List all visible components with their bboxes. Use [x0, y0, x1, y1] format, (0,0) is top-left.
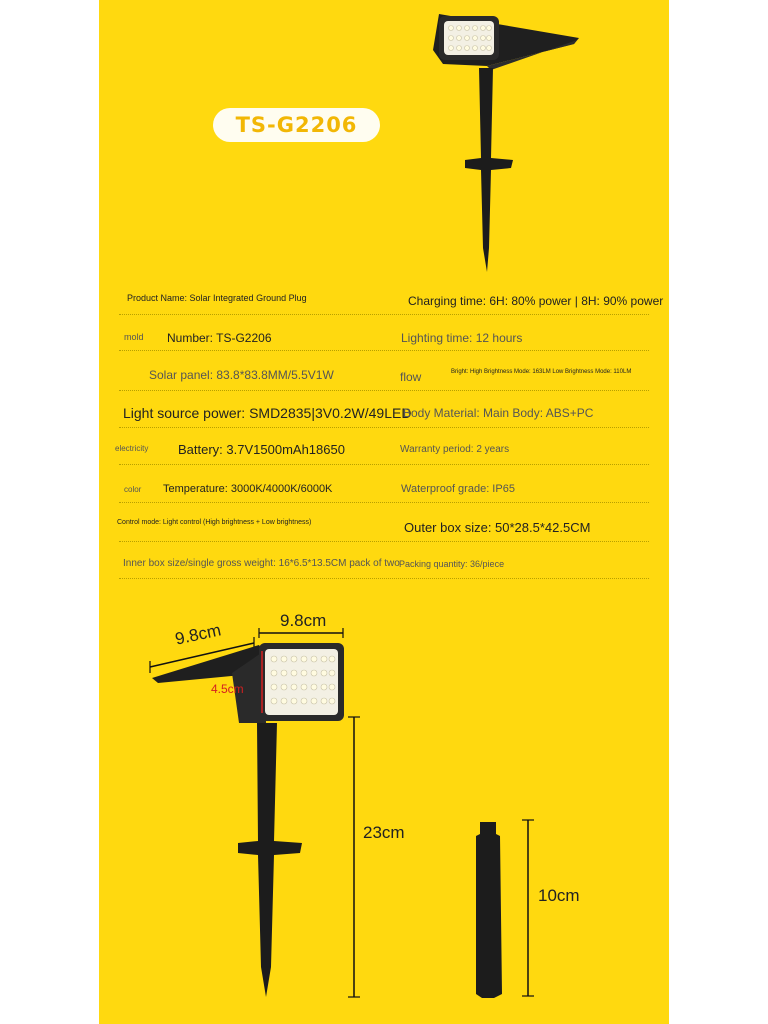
spec-control-mode: Control mode: Light control (High brightness + Low brightness) [117, 519, 312, 526]
divider [119, 390, 649, 391]
spec-light-source-power: Light source power: SMD2835|3V0.2W/49LED [123, 405, 412, 421]
spec-body-material: Body Material: Main Body: ABS+PC [403, 406, 594, 420]
spec-lighting-time: Lighting time: 12 hours [401, 331, 523, 345]
spec-mold-label: mold [124, 332, 144, 342]
spec-flow-label: flow [400, 370, 422, 384]
spec-packing-quantity: Packing quantity: 36/piece [399, 559, 505, 569]
dimension-extension-label: 10cm [538, 886, 580, 905]
spec-outer-box: Outer box size: 50*28.5*42.5CM [404, 520, 591, 535]
spec-warranty: Warranty period: 2 years [400, 444, 510, 455]
divider [119, 427, 649, 428]
product-poster [99, 0, 669, 1024]
spec-inner-box: Inner box size/single gross weight: 16*6.5*13.5CM pack of two [123, 558, 400, 569]
spec-flow-value: Bright: High Brightness Mode: 163LM Low Brightness Mode: 110LM [451, 369, 632, 375]
dimension-depth-label: 9.8cm [173, 620, 223, 649]
divider [119, 541, 649, 542]
spec-product-name: Product Name: Solar Integrated Ground Plug [127, 293, 307, 303]
product-image-top [429, 10, 589, 275]
dimension-head-height-label: 4.5cm [211, 682, 244, 696]
spec-waterproof: Waterproof grade: IP65 [401, 483, 515, 495]
spec-number: Number: TS-G2206 [167, 331, 272, 345]
divider [119, 350, 649, 351]
dimension-width-label: 9.8cm [280, 611, 327, 630]
model-badge: TS-G2206 [213, 108, 380, 142]
spec-solar-panel: Solar panel: 83.8*83.8MM/5.5V1W [149, 368, 334, 382]
spec-charging-time: Charging time: 6H: 80% power | 8H: 90% power [408, 294, 664, 308]
extension-tube-image [474, 818, 544, 1000]
divider [119, 464, 649, 465]
divider [119, 578, 649, 579]
product-image-dimensioned [144, 615, 364, 1005]
spec-color-label: color [124, 485, 142, 494]
dimension-total-height-label: 23cm [363, 823, 405, 842]
divider [119, 314, 649, 315]
spec-battery: Battery: 3.7V1500mAh18650 [178, 442, 345, 457]
spec-temperature: Temperature: 3000K/4000K/6000K [163, 483, 333, 495]
divider [119, 502, 649, 503]
spec-electricity-label: electricity [115, 444, 149, 453]
